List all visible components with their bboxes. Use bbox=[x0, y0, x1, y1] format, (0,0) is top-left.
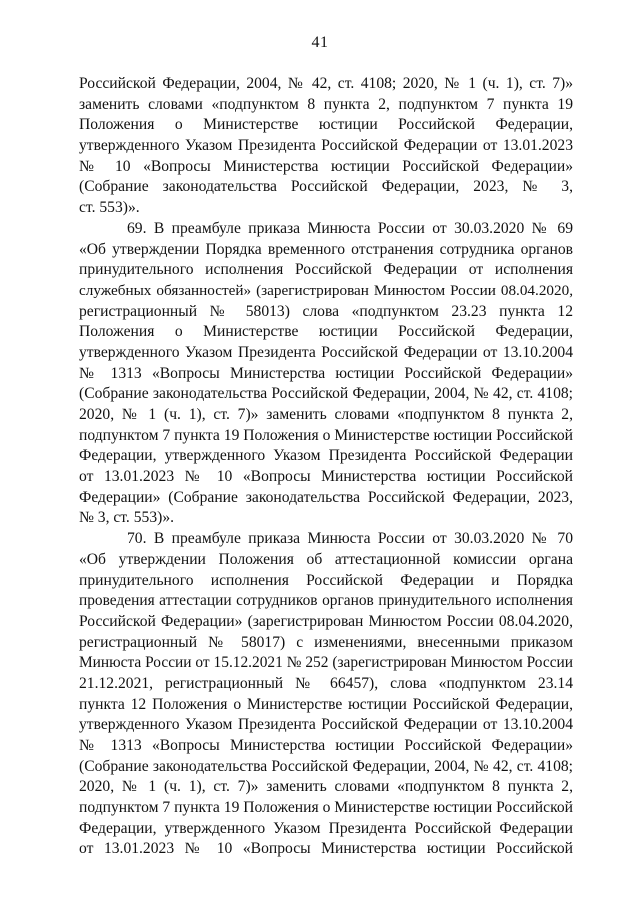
text-line: № 10 «Вопросы Министерства юстиции Российской Федерации» bbox=[79, 157, 573, 175]
text-line: регистрационный № 58013) слова «подпунктом 23.23 пункта 12 bbox=[79, 302, 573, 320]
text-line: Федерации, утвержденного Указом Президента Российской Федерации bbox=[79, 819, 573, 837]
text-line: (Собрание законодательства Российской Федерации, 2004, № 42, ст. 4108; bbox=[79, 757, 573, 775]
text-line: (Собрание законодательства Российской Федерации, 2023, № 3, bbox=[79, 178, 573, 196]
text-line: Минюста России от 15.12.2021 № 252 (зарегистрирован Минюстом России bbox=[79, 654, 573, 672]
text-line: Положения о Министерстве юстиции Российской Федерации, bbox=[79, 323, 573, 341]
text-line: подпунктом 7 пункта 19 Положения о Министерстве юстиции Российской bbox=[79, 799, 573, 817]
text-line: от 13.01.2023 № 10 «Вопросы Министерства юстиции Российской bbox=[79, 840, 573, 858]
text-line: от 13.01.2023 № 10 «Вопросы Министерства юстиции Российской bbox=[79, 468, 573, 486]
text-line: «Об утверждении Порядка временного отстранения сотрудника органов bbox=[79, 240, 573, 258]
text-line: 2020, № 1 (ч. 1), ст. 7)» заменить словами «подпунктом 8 пункта 2, bbox=[79, 778, 573, 796]
text-line: Российской Федерации» (зарегистрирован Минюстом России 08.04.2020, bbox=[79, 612, 573, 630]
text-line: служебных обязанностей» (зарегистрирован Минюстом России 08.04.2020, bbox=[79, 281, 573, 299]
text-line: Федерации, утвержденного Указом Президента Российской Федерации bbox=[79, 447, 573, 465]
text-line: (Собрание законодательства Российской Федерации, 2004, № 42, ст. 4108; bbox=[79, 385, 573, 403]
text-line: проведения аттестации сотрудников органов принудительного исполнения bbox=[79, 592, 573, 610]
text-line: заменить словами «подпунктом 8 пункта 2, подпунктом 7 пункта 19 bbox=[79, 95, 573, 113]
text-line: принудительного исполнения Российской Федерации и Порядка bbox=[79, 571, 573, 589]
text-line: подпунктом 7 пункта 19 Положения о Министерстве юстиции Российской bbox=[79, 426, 573, 444]
text-line: Положения о Министерстве юстиции Российской Федерации, bbox=[79, 116, 573, 134]
text-line: № 3, ст. 553)». bbox=[79, 509, 175, 527]
text-line: регистрационный № 58017) с изменениями, внесенными приказом bbox=[79, 633, 573, 651]
text-line: принудительного исполнения Российской Федерации от исполнения bbox=[79, 261, 573, 279]
text-line: «Об утверждении Положения об аттестационной комиссии органа bbox=[79, 550, 573, 568]
text-line: № 1313 «Вопросы Министерства юстиции Российской Федерации» bbox=[79, 737, 573, 754]
text-line: Федерации» (Собрание законодательства Российской Федерации, 2023, bbox=[79, 488, 573, 506]
document-body bbox=[79, 74, 573, 860]
text-line: 2020, № 1 (ч. 1), ст. 7)» заменить словами «подпунктом 8 пункта 2, bbox=[79, 406, 573, 423]
text-line: утвержденного Указом Президента Российской Федерации от 13.10.2004 bbox=[79, 343, 573, 361]
page-number: 41 bbox=[311, 34, 329, 51]
text-line: пункта 12 Положения о Министерстве юстиции Российской Федерации, bbox=[79, 695, 573, 713]
text-line: утвержденного Указом Президента Российской Федерации от 13.10.2004 bbox=[79, 716, 573, 734]
text-line: 21.12.2021, регистрационный № 66457), слова «подпунктом 23.14 bbox=[79, 674, 573, 692]
text-line: 69. В преамбуле приказа Минюста России от 30.03.2020 № 69 bbox=[127, 219, 573, 237]
text-line: утвержденного Указом Президента Российской Федерации от 13.01.2023 bbox=[79, 137, 573, 155]
text-line: № 1313 «Вопросы Министерства юстиции Российской Федерации» bbox=[79, 364, 573, 382]
text-line: Российской Федерации, 2004, № 42, ст. 4108; 2020, № 1 (ч. 1), ст. 7)» bbox=[79, 75, 573, 92]
text-line: ст. 553)». bbox=[79, 199, 140, 217]
text-line: 70. В преамбуле приказа Минюста России от 30.03.2020 № 70 bbox=[127, 530, 573, 548]
